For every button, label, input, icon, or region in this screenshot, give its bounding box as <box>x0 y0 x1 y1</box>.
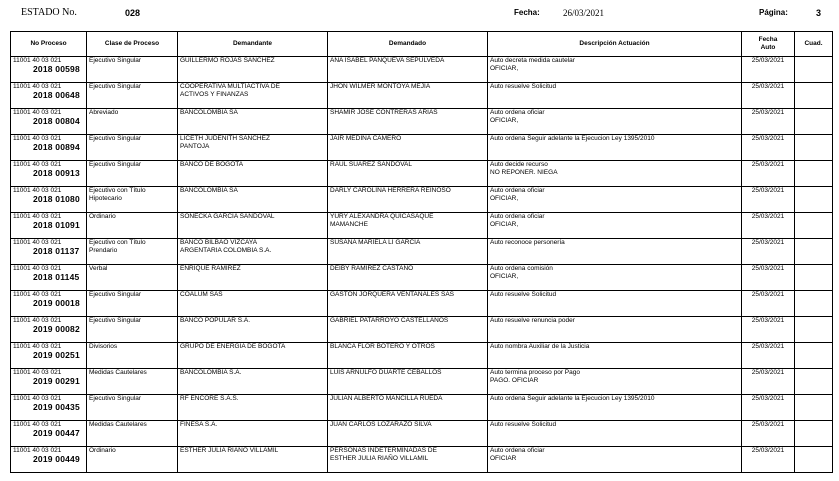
proceso-code: 11001 40 03 021 <box>13 135 62 142</box>
cell-no-proceso <box>11 135 87 161</box>
cell-clase: Ejecutivo con Título Prendario <box>87 239 178 265</box>
cell-demandante: COOPERATIVA MULTIACTIVA DE ACTIVOS Y FINANZAS <box>178 83 328 109</box>
cell-fecha-auto: 25/03/2021 <box>742 161 795 187</box>
cell-demandado: PERSONAS INDETERMINADAS DE ESTHER JULIA RIAÑO VILLAMIL <box>328 447 488 473</box>
cell-descripcion: Auto ordena oficiar OFICIAR, <box>488 109 742 135</box>
cell-cuad <box>795 109 833 135</box>
cell-demandante: BANCO POPULAR S.A. <box>178 317 328 343</box>
estado-number: 028 <box>125 8 141 18</box>
cell-cuad <box>795 83 833 109</box>
cell-fecha-auto: 25/03/2021 <box>742 395 795 421</box>
proceso-code: 11001 40 03 021 <box>13 395 62 402</box>
table-row <box>11 83 833 109</box>
estado-label: ESTADO No. <box>21 7 77 18</box>
table-row <box>11 239 833 265</box>
table-row <box>11 395 833 421</box>
proceso-code: 11001 40 03 021 <box>13 109 62 116</box>
cell-no-proceso <box>11 161 87 187</box>
cell-fecha-auto: 25/03/2021 <box>742 317 795 343</box>
cell-no-proceso <box>11 395 87 421</box>
table-body <box>11 57 833 473</box>
cell-demandante: COALUM SAS <box>178 291 328 317</box>
table-row <box>11 109 833 135</box>
cell-demandado: LUIS ARNULFO DUARTE CEBALLOS <box>328 369 488 395</box>
cell-descripcion: Auto decide recurso NO REPONER. NIEGA <box>488 161 742 187</box>
cell-clase: Ejecutivo Singular <box>87 83 178 109</box>
cell-demandante: BANCO DE BOGOTA <box>178 161 328 187</box>
cell-no-proceso <box>11 447 87 473</box>
cell-fecha-auto: 25/03/2021 <box>742 369 795 395</box>
cell-clase: Ejecutivo Singular <box>87 57 178 83</box>
proceso-number: 2019 00018 <box>33 297 80 308</box>
col-header-cuad: Cuad. <box>795 32 833 57</box>
cell-descripcion: Auto decreta medida cautelar OFICIAR, <box>488 57 742 83</box>
cell-fecha-auto: 25/03/2021 <box>742 213 795 239</box>
cell-fecha-auto: 25/03/2021 <box>742 135 795 161</box>
table-header-row <box>11 32 833 57</box>
cell-clase: Ejecutivo Singular <box>87 395 178 421</box>
cell-fecha-auto: 25/03/2021 <box>742 343 795 369</box>
table-row <box>11 447 833 473</box>
proceso-number: 2018 01080 <box>33 193 80 204</box>
table-row <box>11 291 833 317</box>
cell-cuad <box>795 161 833 187</box>
cell-descripcion: Auto reconoce personería <box>488 239 742 265</box>
proceso-number: 2018 00598 <box>33 63 80 74</box>
col-header-fecha-auto <box>742 32 795 57</box>
proceso-number: 2018 00894 <box>33 141 80 152</box>
cell-cuad <box>795 135 833 161</box>
cell-no-proceso <box>11 213 87 239</box>
cell-demandante: GRUPO DE ENERGIA DE BOGOTA <box>178 343 328 369</box>
col-header-descripcion: Descripción Actuación <box>488 32 742 57</box>
cell-fecha-auto: 25/03/2021 <box>742 57 795 83</box>
cell-no-proceso <box>11 239 87 265</box>
cell-demandante: BANCOLOMBIA S.A. <box>178 369 328 395</box>
cell-demandado: GABRIEL PATARROYO CASTELLANOS <box>328 317 488 343</box>
cell-descripcion: Auto resuelve Solicitud <box>488 421 742 447</box>
cell-demandante: BANCO BILBAO VIZCAYA ARGENTARIA COLOMBIA S.A. <box>178 239 328 265</box>
table-row <box>11 265 833 291</box>
proceso-number: 2019 00449 <box>33 453 80 464</box>
proceso-code: 11001 40 03 021 <box>13 317 62 324</box>
cell-clase: Ordinario <box>87 447 178 473</box>
cell-no-proceso <box>11 421 87 447</box>
cell-demandado: JHON WILMER MONTOYA MEJIA <box>328 83 488 109</box>
cell-cuad <box>795 343 833 369</box>
proceso-code: 11001 40 03 021 <box>13 161 62 168</box>
cell-clase: Medidas Cautelares <box>87 421 178 447</box>
cell-fecha-auto: 25/03/2021 <box>742 109 795 135</box>
cell-demandante: SONECKA GARCIA SANDOVAL <box>178 213 328 239</box>
cell-clase: Ejecutivo Singular <box>87 135 178 161</box>
table-row <box>11 369 833 395</box>
cell-cuad <box>795 57 833 83</box>
cell-demandado: JAIR MEDINA CAMERO <box>328 135 488 161</box>
proceso-number: 2018 00804 <box>33 115 80 126</box>
cell-descripcion: Auto nombra Auxiliar de la Justicia <box>488 343 742 369</box>
table-row <box>11 213 833 239</box>
proceso-number: 2019 00435 <box>33 401 80 412</box>
cell-descripcion: Auto ordena Seguir adelante la Ejecucion Ley 1395/2010 <box>488 135 742 161</box>
cell-no-proceso <box>11 317 87 343</box>
proceso-number: 2019 00082 <box>33 323 80 334</box>
cell-demandante: LICETH JUDENITH SANCHEZ PANTOJA <box>178 135 328 161</box>
cell-demandado: YURY ALEXANDRA QUICASAQUE MAMANCHE <box>328 213 488 239</box>
cell-fecha-auto: 25/03/2021 <box>742 291 795 317</box>
cell-cuad <box>795 187 833 213</box>
cell-no-proceso <box>11 109 87 135</box>
cell-descripcion: Auto ordena oficiar OFICIAR, <box>488 213 742 239</box>
cell-clase: Ejecutivo con Título Hipotecario <box>87 187 178 213</box>
estado-table <box>10 31 833 473</box>
cell-demandante: BANCOLOMBIA SA <box>178 187 328 213</box>
cell-cuad <box>795 369 833 395</box>
cell-clase: Divisorios <box>87 343 178 369</box>
col-header-clase: Clase de Proceso <box>87 32 178 57</box>
proceso-number: 2018 00913 <box>33 167 80 178</box>
cell-no-proceso <box>11 265 87 291</box>
cell-demandante: ESTHER JULIA RIAÑO VILLAMIL <box>178 447 328 473</box>
cell-descripcion: Auto ordena oficiar OFICIAR <box>488 447 742 473</box>
cell-demandante: GUILLERMO ROJAS SANCHEZ <box>178 57 328 83</box>
cell-descripcion: Auto ordena oficiar OFICIAR, <box>488 187 742 213</box>
cell-descripcion: Auto ordena comisión OFICIAR, <box>488 265 742 291</box>
cell-descripcion: Auto resuelve renuncia poder <box>488 317 742 343</box>
cell-clase: Abreviado <box>87 109 178 135</box>
col-header-fecha: Fecha <box>758 36 778 43</box>
cell-demandado: ANA ISABEL PANQUEVA SEPULVEDA <box>328 57 488 83</box>
cell-descripcion: Auto ordena Seguir adelante la Ejecucion Ley 1395/2010 <box>488 395 742 421</box>
proceso-code: 11001 40 03 021 <box>13 265 62 272</box>
cell-clase: Medidas Cautelares <box>87 369 178 395</box>
proceso-number: 2018 00648 <box>33 89 80 100</box>
proceso-code: 11001 40 03 021 <box>13 421 62 428</box>
col-header-no-proceso: No Proceso <box>11 32 87 57</box>
cell-no-proceso <box>11 343 87 369</box>
cell-descripcion: Auto termina proceso por Pago PAGO. OFICIAR <box>488 369 742 395</box>
cell-cuad <box>795 447 833 473</box>
table-row <box>11 57 833 83</box>
cell-demandante: FINESA S.A. <box>178 421 328 447</box>
cell-clase: Ejecutivo Singular <box>87 317 178 343</box>
cell-cuad <box>795 421 833 447</box>
table-row <box>11 187 833 213</box>
cell-demandante: RF ENCORE S.A.S. <box>178 395 328 421</box>
cell-demandante: ENRIQUE RAMIREZ <box>178 265 328 291</box>
proceso-code: 11001 40 03 021 <box>13 57 62 64</box>
cell-clase: Verbal <box>87 265 178 291</box>
col-header-demandante: Demandante <box>178 32 328 57</box>
cell-clase: Ejecutivo Singular <box>87 291 178 317</box>
proceso-code: 11001 40 03 021 <box>13 369 62 376</box>
cell-demandado: BLANCA FLOR BOTERO Y OTROS <box>328 343 488 369</box>
pagina-label: Página: <box>759 8 788 17</box>
proceso-code: 11001 40 03 021 <box>13 187 62 194</box>
table-row <box>11 343 833 369</box>
cell-demandado: JUAN CARLOS LOZARAZO SILVA <box>328 421 488 447</box>
cell-fecha-auto: 25/03/2021 <box>742 447 795 473</box>
cell-no-proceso <box>11 83 87 109</box>
cell-cuad <box>795 317 833 343</box>
proceso-number: 2019 00251 <box>33 349 80 360</box>
proceso-code: 11001 40 03 021 <box>13 291 62 298</box>
cell-demandado: DEIBY RAMIREZ CASTAÑO <box>328 265 488 291</box>
cell-no-proceso <box>11 57 87 83</box>
proceso-number: 2018 01137 <box>33 245 80 256</box>
table-row <box>11 161 833 187</box>
cell-cuad <box>795 213 833 239</box>
fecha-label: Fecha: <box>514 8 540 17</box>
table-row <box>11 317 833 343</box>
proceso-number: 2019 00447 <box>33 427 80 438</box>
cell-demandado: SUSANA MARIELA LI GARCIA <box>328 239 488 265</box>
cell-cuad <box>795 291 833 317</box>
proceso-code: 11001 40 03 021 <box>13 83 62 90</box>
cell-demandado: GASTON JORQUERA VENTANALES SAS <box>328 291 488 317</box>
fecha-value: 26/03/2021 <box>563 8 605 18</box>
proceso-number: 2018 01145 <box>33 271 80 282</box>
cell-fecha-auto: 25/03/2021 <box>742 83 795 109</box>
cell-demandado: SHAMIR JOSE CONTRERAS ARIAS <box>328 109 488 135</box>
cell-cuad <box>795 239 833 265</box>
proceso-code: 11001 40 03 021 <box>13 343 62 350</box>
cell-fecha-auto: 25/03/2021 <box>742 239 795 265</box>
proceso-number: 2018 01091 <box>33 219 80 230</box>
cell-descripcion: Auto resuelve Solicitud <box>488 291 742 317</box>
cell-no-proceso <box>11 369 87 395</box>
col-header-demandado: Demandado <box>328 32 488 57</box>
proceso-code: 11001 40 03 021 <box>13 447 62 454</box>
proceso-code: 11001 40 03 021 <box>13 213 62 220</box>
cell-no-proceso <box>11 187 87 213</box>
cell-demandado: JULIAN ALBERTO MANCILLA RUEDA <box>328 395 488 421</box>
cell-descripcion: Auto resuelve Solicitud <box>488 83 742 109</box>
table-row <box>11 135 833 161</box>
cell-demandado: RAUL SUAREZ SANDOVAL <box>328 161 488 187</box>
cell-cuad <box>795 395 833 421</box>
proceso-number: 2019 00291 <box>33 375 80 386</box>
col-header-auto: Auto <box>760 44 776 51</box>
table-row <box>11 421 833 447</box>
cell-fecha-auto: 25/03/2021 <box>742 265 795 291</box>
cell-clase: Ordinario <box>87 213 178 239</box>
cell-cuad <box>795 265 833 291</box>
cell-clase: Ejecutivo Singular <box>87 161 178 187</box>
pagina-value: 3 <box>816 8 822 18</box>
proceso-code: 11001 40 03 021 <box>13 239 62 246</box>
cell-fecha-auto: 25/03/2021 <box>742 187 795 213</box>
cell-demandado: DARLY CAROLINA HERRERA REINOSO <box>328 187 488 213</box>
cell-fecha-auto: 25/03/2021 <box>742 421 795 447</box>
cell-no-proceso <box>11 291 87 317</box>
cell-demandante: BANCOLOMBIA SA <box>178 109 328 135</box>
